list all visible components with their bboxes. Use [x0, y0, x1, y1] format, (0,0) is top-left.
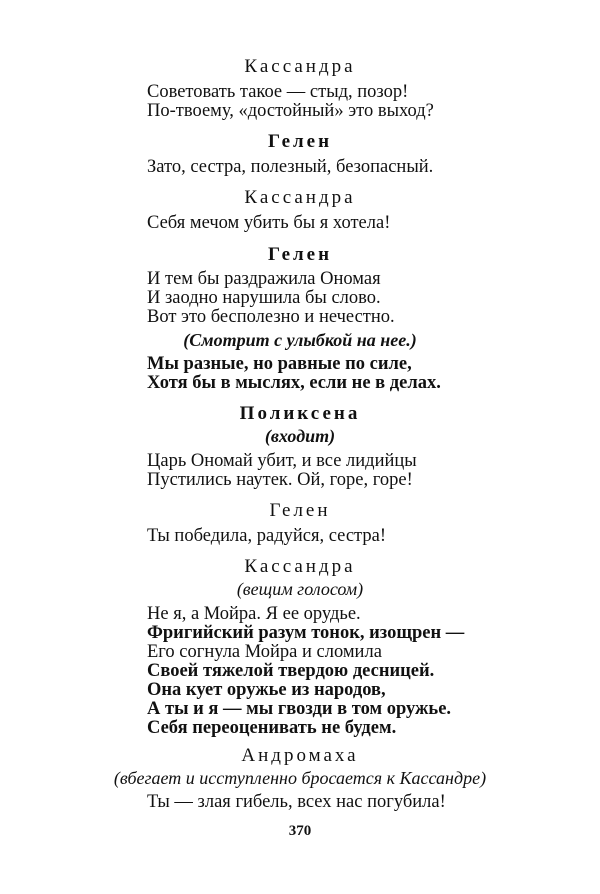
verse-line: И тем бы раздражила Ономая	[147, 269, 381, 289]
speaker-name: Кассандра	[244, 556, 356, 577]
verse-line: Себя переоценивать не будем.	[147, 718, 397, 738]
speaker-name: Андромаха	[241, 745, 359, 766]
page-number: 370	[288, 823, 312, 839]
verse-line: Своей тяжелой твердою десницей.	[147, 661, 435, 681]
verse-line: Советовать такое — стыд, позор!	[147, 82, 409, 102]
speaker-name: Кассандра	[244, 56, 356, 77]
verse-line: А ты и я — мы гвозди в том оружье.	[147, 699, 452, 719]
verse-line: Его согнула Мойра и сломила	[147, 642, 382, 662]
verse-line: Хотя бы в мыслях, если не в делах.	[147, 373, 441, 393]
speaker-name: Гелен	[267, 131, 333, 152]
verse-line: Она кует оружье из народов,	[147, 680, 386, 700]
verse-line: Себя мечом убить бы я хотела!	[147, 213, 391, 233]
verse-line: Зато, сестра, полезный, безопасный.	[147, 157, 434, 177]
speaker-name: Гелен	[267, 244, 333, 265]
verse-line: Мы разные, но равные по силе,	[147, 354, 412, 374]
stage-direction: (Смотрит с улыбкой на нее.)	[183, 330, 417, 350]
stage-direction: (вещим голосом)	[236, 579, 364, 599]
speaker-name: Поликсена	[239, 403, 361, 424]
verse-line: По-твоему, «достойный» это выход?	[147, 101, 434, 121]
speaker-name: Кассандра	[244, 187, 356, 208]
verse-line: Ты победила, радуйся, сестра!	[147, 526, 386, 546]
stage-direction: (вбегает и исступленно бросается к Кассандре)	[113, 768, 487, 788]
verse-line: Царь Ономай убит, и все лидийцы	[147, 451, 417, 471]
verse-line: Не я, а Мойра. Я ее орудье.	[147, 604, 361, 624]
stage-direction: (входит)	[264, 426, 336, 446]
verse-line: Фригийский разум тонок, изощрен —	[147, 623, 465, 643]
speaker-name: Гелен	[269, 500, 331, 521]
verse-line: Пустились наутек. Ой, горе, горе!	[147, 470, 413, 490]
verse-line: Ты — злая гибель, всех нас погубила!	[147, 792, 446, 812]
verse-line: И заодно нарушила бы слово.	[147, 288, 381, 308]
verse-line: Вот это бесполезно и нечестно.	[147, 307, 395, 327]
